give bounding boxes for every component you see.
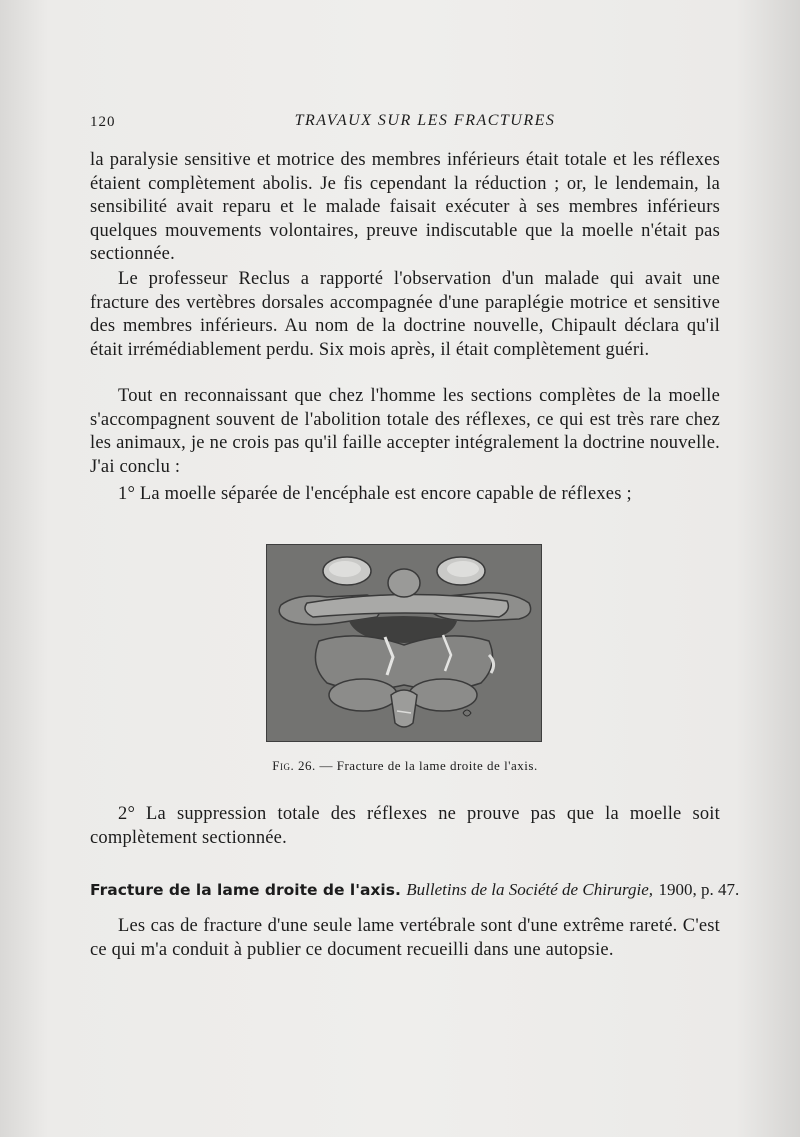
paragraph-section-body: Les cas de fracture d'une seule lame vertébrale sont d'une extrême rareté. C'est ce qui m'a conduit à publier ce document recueilli dans une autopsie.	[90, 916, 720, 960]
axis-vertebra-drawing	[267, 545, 541, 741]
vertebra-illustration	[266, 544, 542, 742]
section-reference: Bulletins de la Société de Chirurgie,	[406, 880, 654, 899]
page-header	[90, 112, 720, 136]
figure-label: Fig. 26.	[272, 758, 316, 773]
paragraph-1: la paralysie sensitive et motrice des membres inférieurs était totale et les réflexes étaient complètement abolis. Je fis cependant la réduction ; or, le lendemain, la sensibilité avait reparu et le malade faisait exécuter à ses membres inférieurs quelques mouvements volontaires, preuve indiscutable que la moelle n'était pas sectionnée.	[90, 150, 720, 264]
running-title: TRAVAUX SUR LES FRACTURES	[294, 112, 556, 129]
conclusion-1: 1° La moelle séparée de l'encéphale est encore capable de réflexes ;	[118, 484, 632, 504]
figure-caption-text: — Fracture de la lame droite de l'axis.	[319, 758, 538, 773]
section-heading	[90, 879, 740, 901]
paragraph-3: Tout en reconnaissant que chez l'homme les sections complètes de la moelle s'accompagnent souvent de l'abolition totale des réflexes, ce qui est très rare chez les animaux, je ne crois pas qu'il faille accepter intégralement la doctrine nouvelle. J'ai conclu :	[90, 386, 720, 477]
page-number: 120	[90, 114, 116, 130]
paragraph-2: Le professeur Reclus a rapporté l'observation d'un malade qui avait une fracture des vertèbres dorsales accompagnée d'une paraplégie motrice et sensitive des membres inférieurs. Au nom de la doctrine nouvelle, Chipault déclara qu'il était irrémédiablement perdu. Six mois après, il était complètement guéri.	[90, 269, 720, 360]
section-title: Fracture de la lame droite de l'axis.	[90, 881, 401, 899]
conclusion-2: 2° La suppression totale des réflexes ne prouve pas que la moelle soit complètement sectionnée.	[90, 804, 720, 848]
figure-caption	[200, 758, 610, 774]
section-pages: 1900, p. 47.	[658, 880, 740, 899]
